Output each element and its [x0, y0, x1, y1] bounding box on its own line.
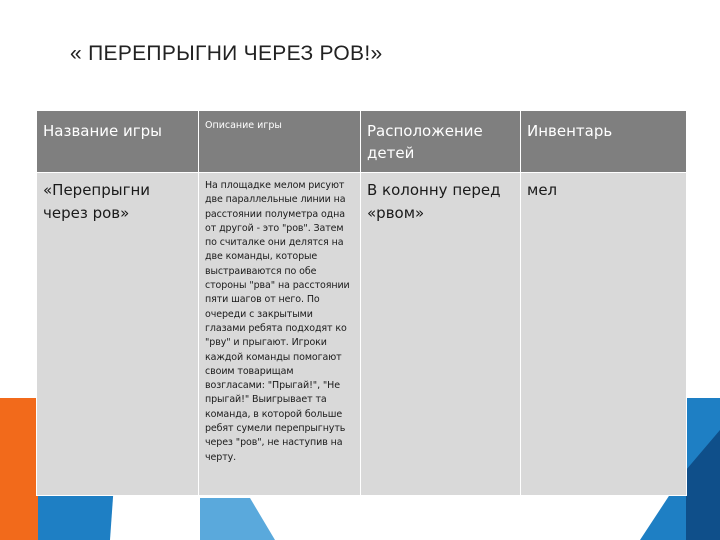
table-row [37, 173, 687, 496]
game-table [36, 110, 687, 496]
blue-bottom-shape [200, 498, 275, 540]
cell-children-placement: В колонну перед «рвом» [361, 173, 521, 496]
orange-corner-shape [0, 398, 38, 540]
header-children-placement: Расположение детей [361, 111, 521, 173]
header-inventory: Инвентарь [521, 111, 687, 173]
cell-inventory: мел [521, 173, 687, 496]
slide-title: « ПЕРЕПРЫГНИ ЧЕРЕЗ РОВ!» [70, 42, 383, 65]
table-header-row [37, 111, 687, 173]
cell-game-description: На площадке мелом рисуют две параллельные линии на расстоянии полуметра одна от другой - это "ров". Затем по считалке они делятся на две команды, которые выстраиваются по обе стороны "рва" на расстоянии пяти шагов от него. По очереди с закрытыми глазами ребята подходят ко "рву" и прыгают. Игроки каждой команды помогают своим товарищам возгласами: "Прыгай!", "Не прыгай!" Выигрывает та команда, в которой больше ребят сумели перепрыгнуть через "ров", не наступив на черту. [199, 173, 361, 496]
header-game-name: Название игры [37, 111, 199, 173]
header-game-description: Описание игры [199, 111, 361, 173]
cell-game-name: «Перепрыгни через ров» [37, 173, 199, 496]
